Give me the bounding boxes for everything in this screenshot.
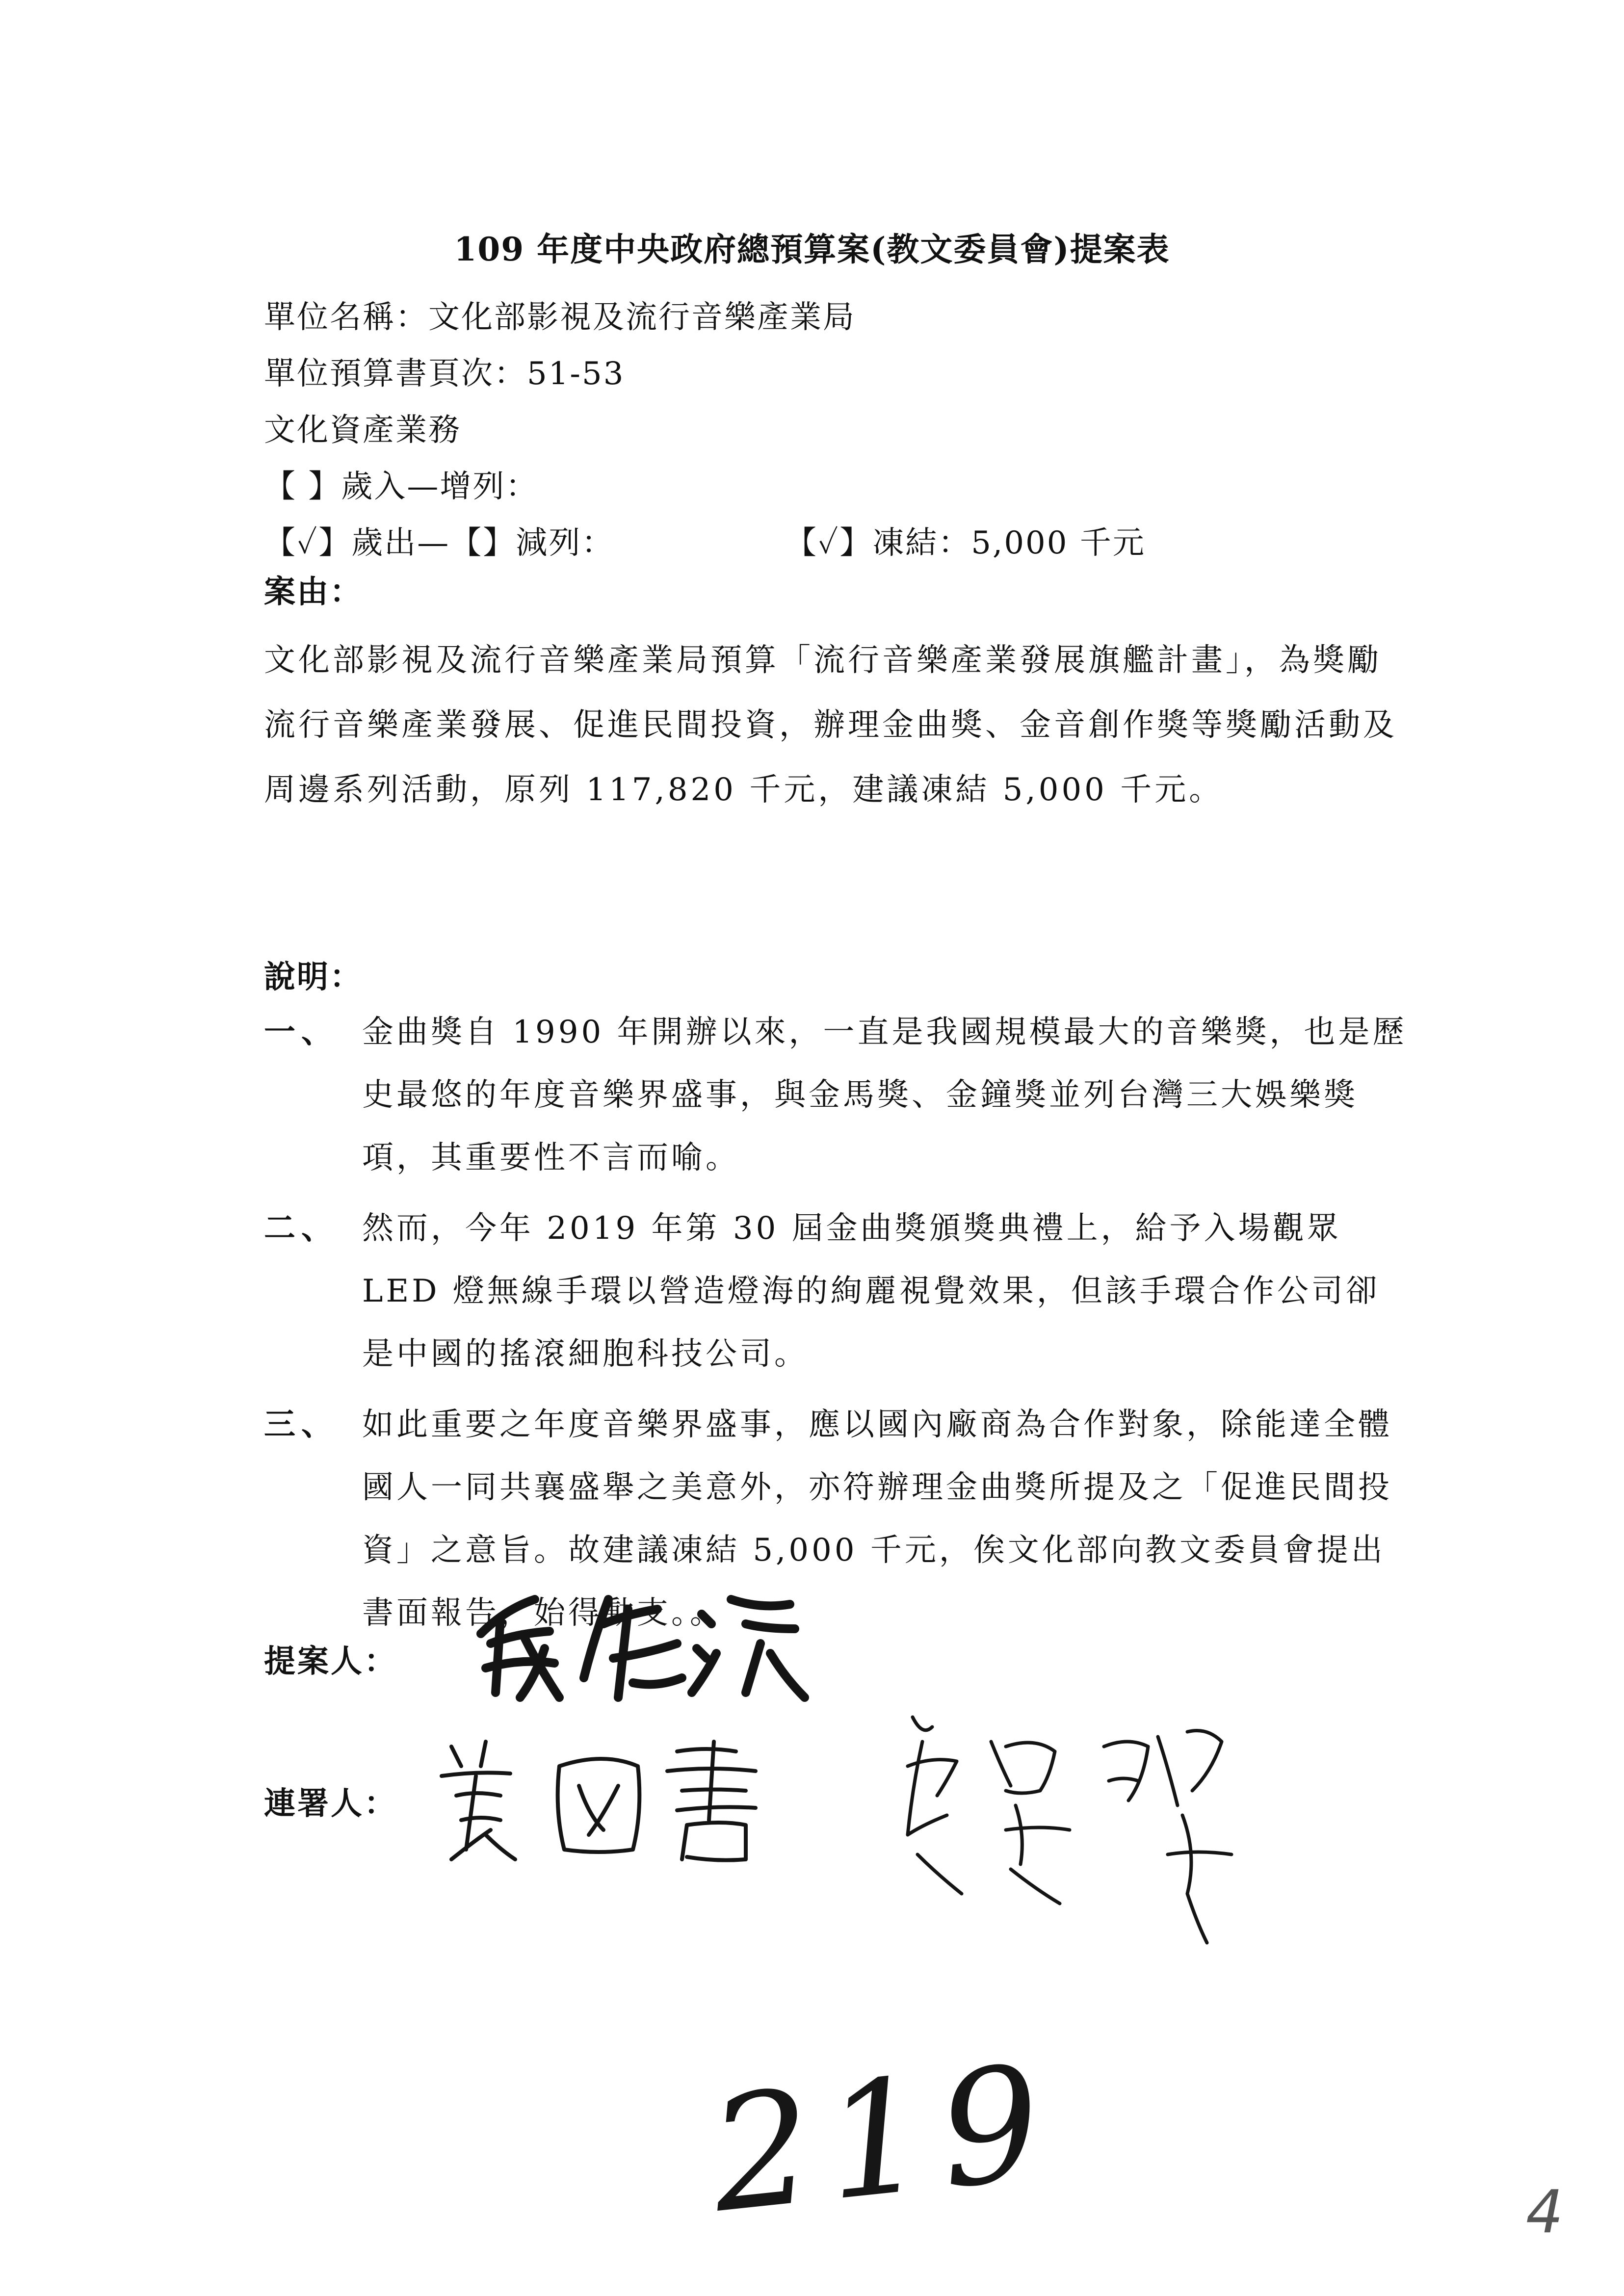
item-number: 二、	[264, 1210, 339, 1247]
freeze-line: 【✓】凍結：5,000 千元	[785, 525, 1146, 561]
cosigner-label: 連署人：	[264, 1785, 397, 1822]
explanation-item-1	[264, 1001, 1407, 1192]
cosigner-signature-1	[432, 1732, 805, 1869]
corner-mark: 4	[1526, 2178, 1564, 2246]
item-text: 如此重要之年度音樂界盛事，應以國內廠商為合作對象，除能達全體國人一同共襄盛舉之美意外，亦符辦理金曲獎所提及之「促進民間投資」之意旨。故建議凍結 5,000 千元，俟文化部向教文委員會提出書面報告，始得動支。。	[362, 1407, 1392, 1631]
reason-text: 文化部影視及流行音樂產業局預算「流行音樂產業發展旗艦計畫」，為獎勵流行音樂產業發展、促進民間投資，辦理金曲獎、金音創作獎等獎勵活動及周邊系列活動，原列 117,820 千元，建議凍結 5,000 千元。	[264, 642, 1397, 808]
explanation-item-3	[264, 1393, 1407, 1648]
revenue-line: 【 】歲入—增列：	[264, 469, 539, 505]
explanation-heading: 說明：	[264, 959, 363, 995]
item-text: 然而，今年 2019 年第 30 屆金曲獎頒獎典禮上，給予入場觀眾 LED 燈無線手環以營造燈海的絢麗視覺效果，但該手環合作公司卻是中國的搖滾細胞科技公司。	[362, 1210, 1380, 1372]
business-type: 文化資產業務	[264, 412, 461, 448]
handwritten-page-number: 219	[703, 2030, 1064, 2248]
explanation-item-2	[264, 1197, 1407, 1388]
budget-pages: 單位預算書頁次：51-53	[264, 356, 625, 392]
cosigner-signature-2	[893, 1707, 1246, 1962]
item-number: 三、	[264, 1406, 339, 1443]
item-number: 一、	[264, 1014, 339, 1050]
document-title: 109 年度中央政府總預算案(教文委員會)提案表	[454, 230, 1170, 268]
proposer-label: 提案人：	[264, 1643, 397, 1680]
reason-heading: 案由：	[264, 574, 363, 610]
expenditure-line: 【✓】歲出—【】減列：	[264, 525, 615, 561]
proposer-signature	[471, 1580, 814, 1707]
item-text: 金曲獎自 1990 年開辦以來，一直是我國規模最大的音樂獎，也是歷史最悠的年度音樂界盛事，與金馬獎、金鐘獎並列台灣三大娛樂獎項，其重要性不言而喻。	[362, 1014, 1407, 1176]
unit-name: 單位名稱：文化部影視及流行音樂產業局	[264, 299, 856, 336]
